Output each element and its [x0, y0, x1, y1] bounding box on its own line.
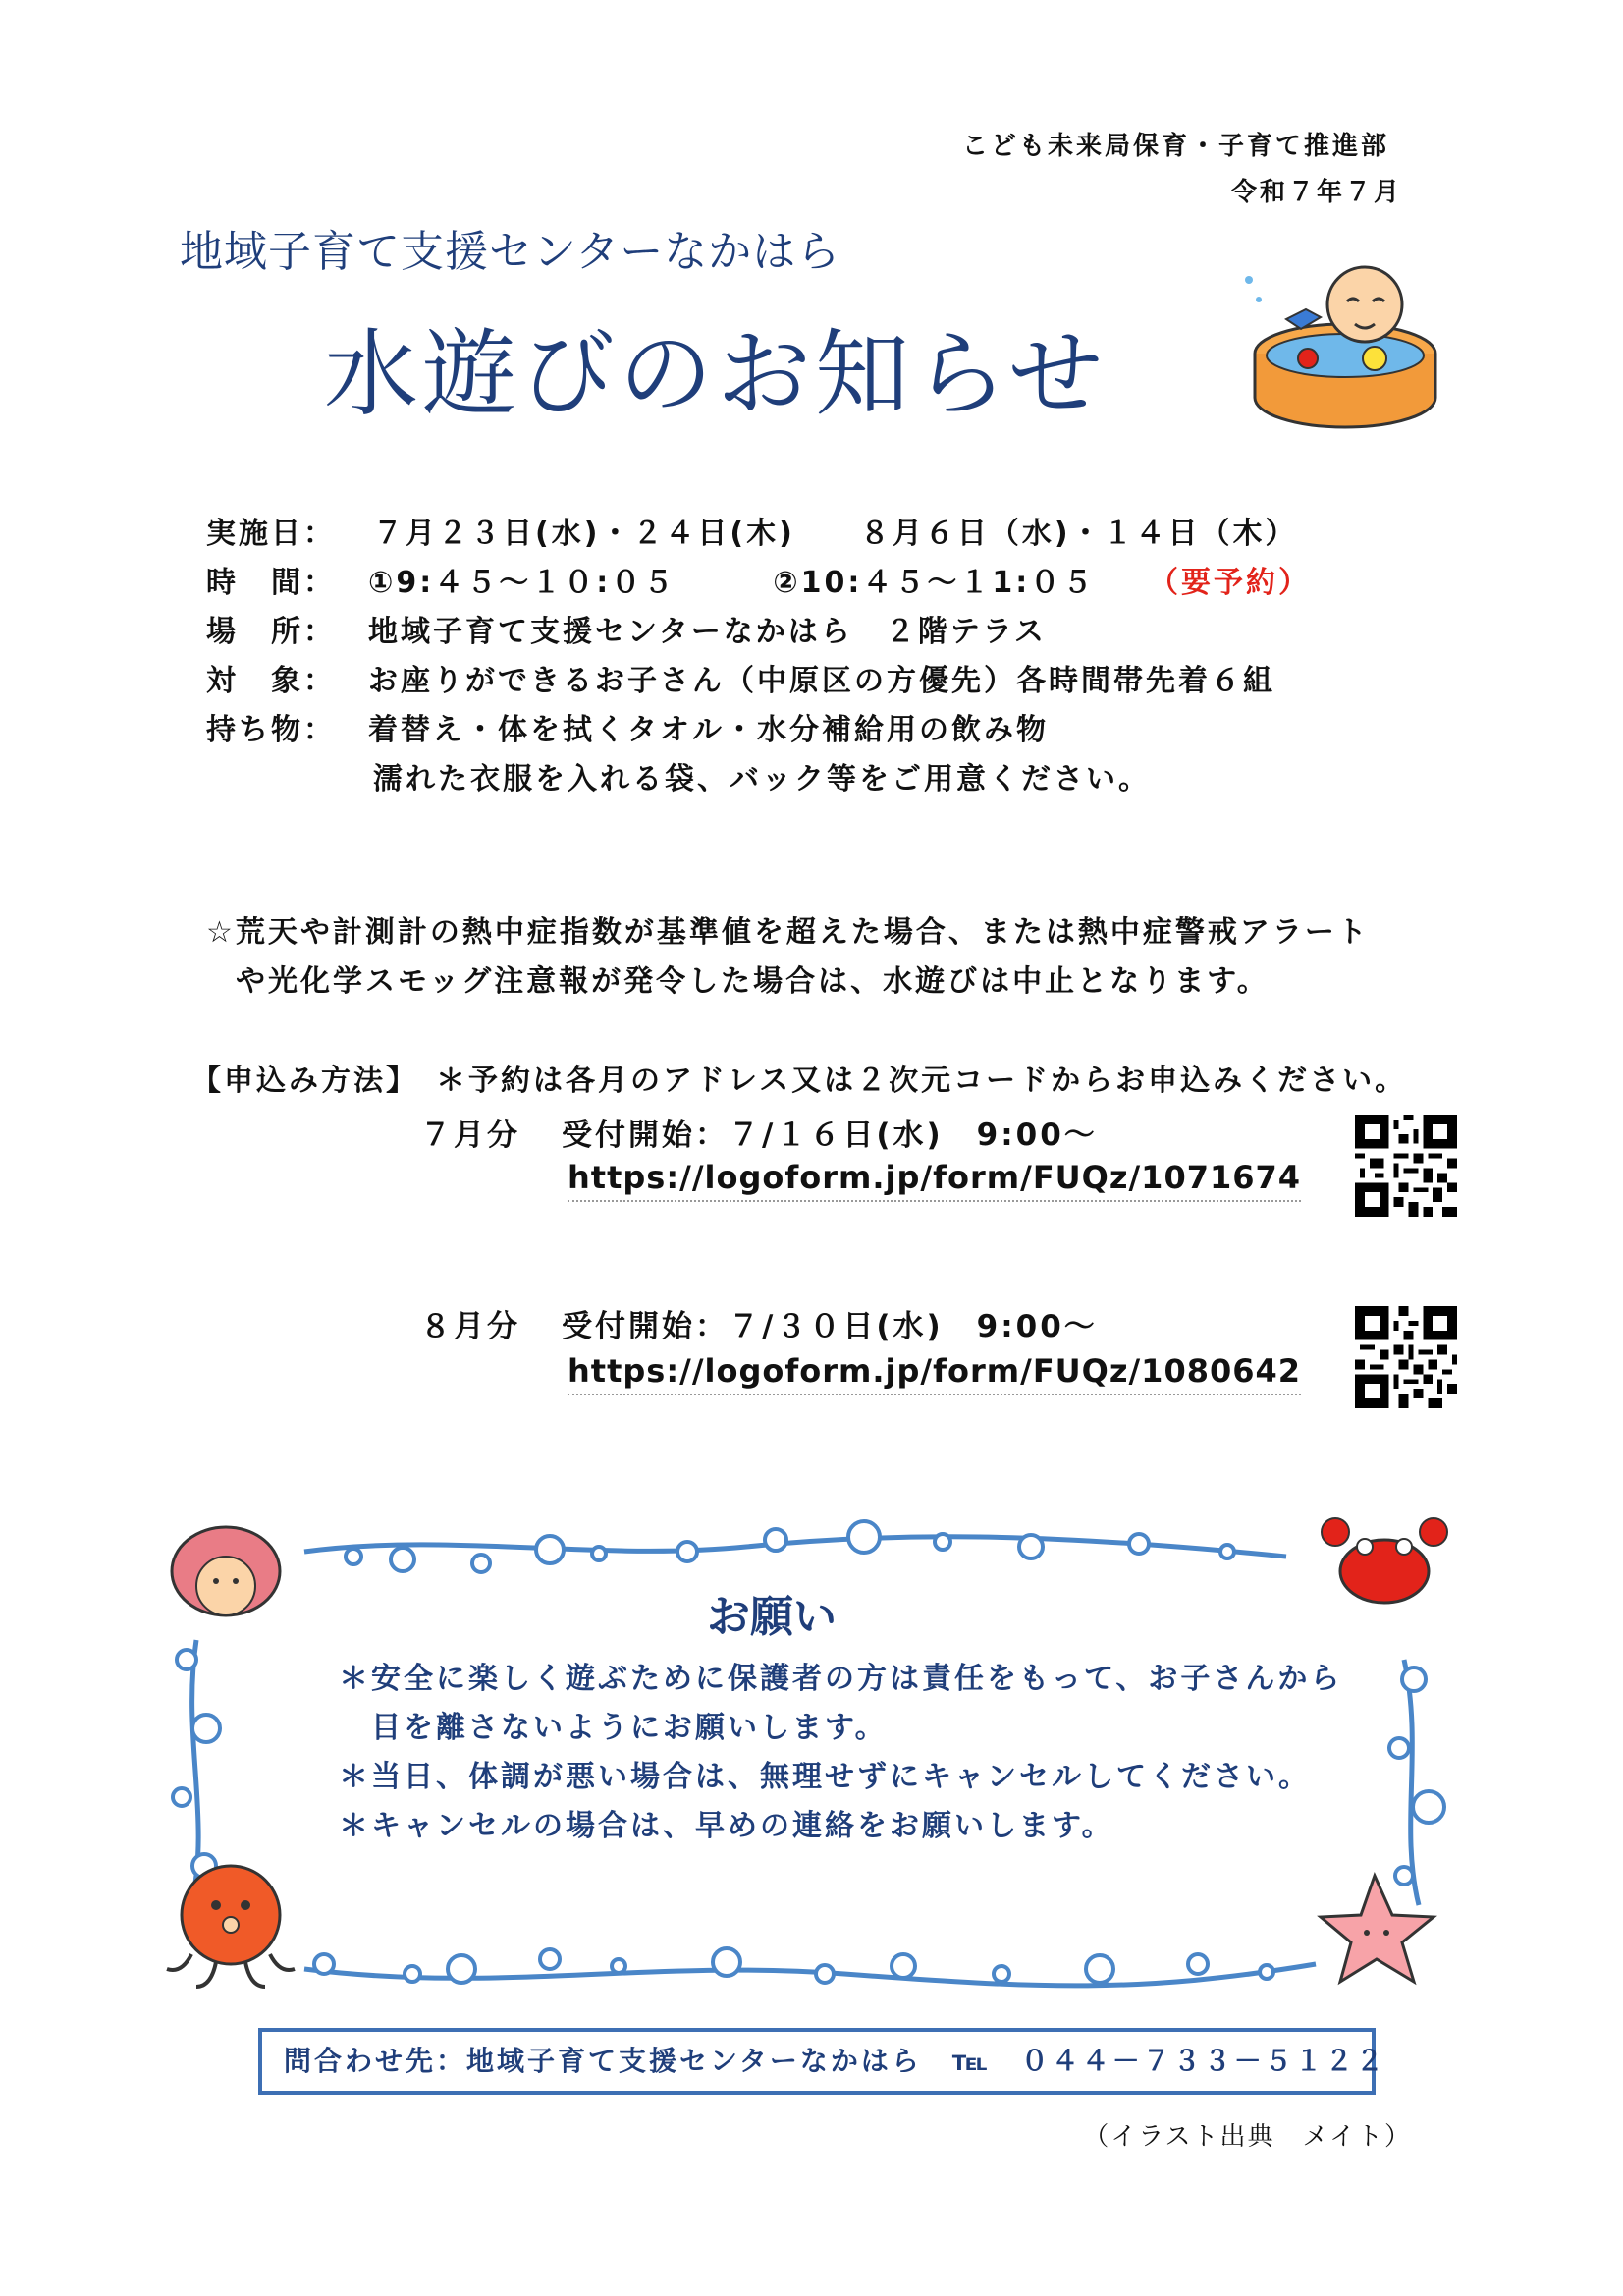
illustration-credit: （イラスト出典 メイト） [1083, 2122, 1412, 2152]
center-name: 地域子育て支援センターなかはら [180, 227, 841, 277]
shell-character-icon [172, 1527, 280, 1615]
qr-code-august[interactable] [1355, 1306, 1457, 1408]
request-list [339, 1655, 1342, 1851]
detail-label: 時 間： [206, 566, 336, 600]
month-label-july: ７月分 [420, 1118, 520, 1153]
department-name: こども未来局保育・子育て推進部 [961, 132, 1389, 161]
request-title: お願い [707, 1592, 837, 1642]
detail-value: ①9:４５～１０:０５ ②10:４５～１1:０５ [368, 566, 1096, 600]
detail-label: 持ち物： [206, 713, 336, 747]
form-link-august[interactable]: https://logoform.jp/form/FUQz/1080642 [568, 1352, 1301, 1395]
event-details [206, 509, 1384, 803]
month-label-august: ８月分 [420, 1309, 520, 1344]
baby-bath-illustration [1227, 260, 1443, 437]
request-item: ＊キャンセルの場合は、早めの連絡をお願いします。 [339, 1809, 1114, 1843]
octopus-icon [167, 1866, 295, 1987]
detail-value: 着替え・体を拭くタオル・水分補給用の飲み物 [368, 713, 1049, 747]
reception-start-july: 受付開始：７/１６日(水) 9:00～ [562, 1118, 1098, 1153]
crab-icon [1322, 1518, 1447, 1603]
detail-value: 地域子育て支援センターなかはら ２階テラス [368, 615, 1047, 649]
request-item: ＊当日、体調が悪い場合は、無理せずにキャンセルしてください。 [339, 1760, 1311, 1794]
detail-value: 濡れた衣服を入れる袋、バック等をご用意ください。 [373, 762, 1151, 796]
form-link-july[interactable]: https://logoform.jp/form/FUQz/1071674 [568, 1159, 1301, 1202]
request-item: ＊安全に楽しく遊ぶために保護者の方は責任をもって、お子さんから [339, 1662, 1343, 1696]
reservation-required-label: （要予約） [1149, 566, 1311, 600]
page-title: 水遊びのお知らせ [324, 319, 1108, 429]
detail-label: 対 象： [206, 664, 336, 698]
detail-value: ７月２３日(水)・２４日(木) ８月６日（水)・１４日（木） [373, 517, 1298, 551]
contact-box: 問合わせ先：地域子育て支援センターなかはら ℡ ０４４－７３３－５１２２ [258, 2028, 1376, 2095]
detail-value: お座りができるお子さん（中原区の方優先）各時間帯先着６組 [368, 664, 1275, 698]
request-item: 目を離さないようにお願いします。 [339, 1711, 888, 1745]
issue-date: 令和７年７月 [1230, 178, 1402, 207]
reception-start-august: 受付開始：７/３０日(水) 9:00～ [562, 1309, 1098, 1344]
notice-line: や光化学スモッグ注意報が発令した場合は、水遊びは中止となります。 [236, 964, 1270, 999]
detail-label: 場 所： [206, 615, 336, 649]
application-header: 【申込み方法】 ＊予約は各月のアドレス又は２次元コードからお申込みください。 [191, 1064, 1408, 1098]
cancellation-notice [206, 908, 1370, 1007]
qr-code-july[interactable] [1355, 1115, 1457, 1217]
detail-label: 実施日： [206, 517, 336, 551]
notice-line: ☆荒天や計測計の熱中症指数が基準値を超えた場合、または熱中症警戒アラート [206, 915, 1370, 950]
